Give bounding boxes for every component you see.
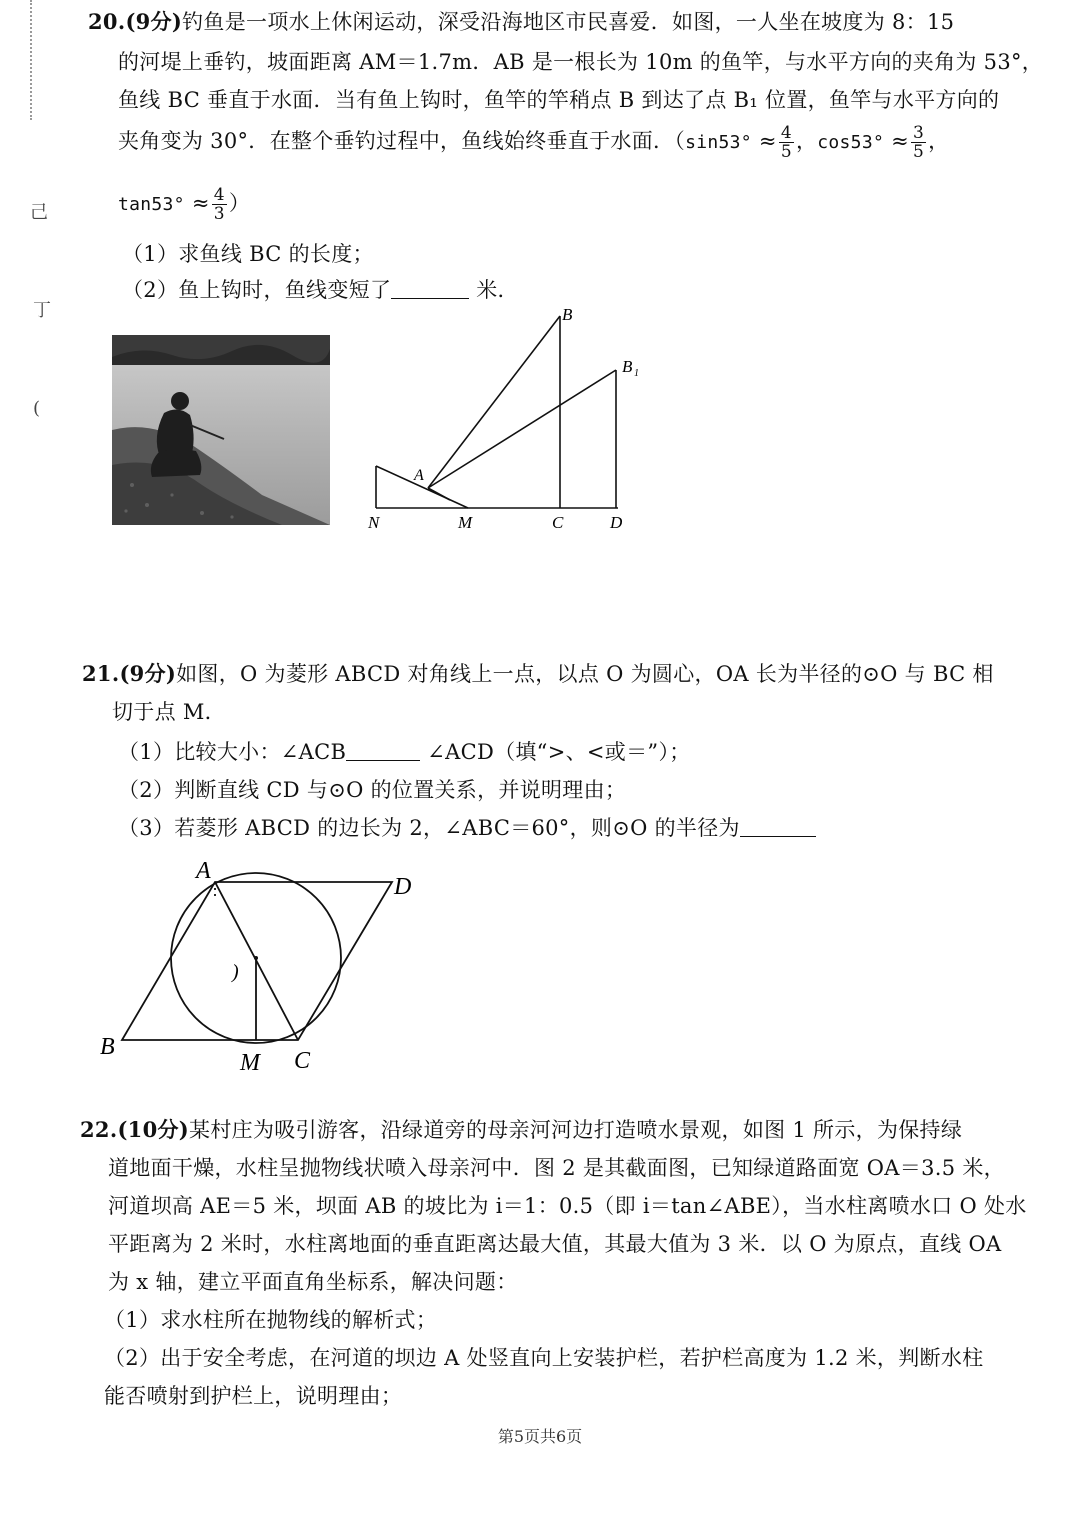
margin-mark: 己 [30,202,48,223]
label-b: B [562,305,573,324]
question-text: 米． [476,278,519,302]
fisherman-photo [112,335,330,525]
q22-line-3: 河道坝高 AE＝5 米，坝面 AB 的坡比为 i＝1：0.5（即 i＝tan∠ABE），当水柱离喷水口 O 处水 [108,1194,1027,1218]
separator: ， [795,129,818,153]
label-b1: B [622,357,633,376]
fraction-denominator: 5 [912,142,925,162]
sin-fraction [779,124,794,161]
q22-sub-2-line-2: 能否喷射到护栏上，说明理由； [104,1384,403,1408]
q21-sub-2: （2）判断直线 CD 与⊙O 的位置关系，并说明理由； [118,778,627,802]
close-paren: ） [228,191,251,215]
margin-mark: ( [33,398,41,419]
q22-line-4: 平距离为 2 米时，水柱离地面的垂直距离达最大值，其最大值为 3 米．以 O 为原点，直线 OA [108,1232,1002,1256]
q22-line-1 [80,1116,962,1144]
answer-blank[interactable] [391,278,469,299]
label-a: A [414,467,424,484]
q22-sub-2-line-1: （2）出于安全考虑，在河道的坝边 A 处竖直向上安装护栏，若护栏高度为 1.2 米，判断水柱 [104,1346,984,1370]
approx-sign: ≈ [891,129,909,153]
label-d: D [394,874,412,900]
label-c: C [294,1048,311,1074]
question-text: （3）若菱形 ABCD 的边长为 2，∠ABC＝60°，则⊙O 的半径为 [118,816,740,840]
question-text: 某村庄为吸引游客，沿绿道旁的母亲河河边打造喷水景观，如图 1 所示，为保持绿 [189,1118,963,1142]
sin-label: sin53° [685,132,752,153]
fraction-denominator: 5 [780,142,792,162]
rod-ab [428,316,560,488]
label-d: D [610,513,623,532]
question-text: 夹角变为 30°．在整个垂钓过程中，鱼线始终垂直于水面．（ [118,129,686,153]
question-text: 如图，O 为菱形 ABCD 对角线上一点，以点 O 为圆心，OA 长为半径的⊙O 与 BC 相 [176,662,994,686]
q20-line-1 [88,8,954,36]
q20-line-3: 鱼线 BC 垂直于水面．当有鱼上钩时，鱼竿的竿稍点 B 到达了点 B₁ 位置，鱼竿与水平方向的 [118,88,1000,112]
label-m: M [458,513,473,532]
tan-fraction [212,186,227,223]
label-b1-subscript: 1 [634,368,639,379]
q21-line-2: 切于点 M． [112,700,226,724]
separator: ， [928,129,950,153]
label-n: N [368,513,380,532]
question-score: (9分) [119,661,177,686]
q20-line-4 [118,124,949,161]
fraction-denominator: 3 [213,204,225,224]
question-text: （2）鱼上钩时，鱼线变短了 [122,278,392,302]
question-score: (9分) [125,9,183,34]
q22-line-2: 道地面干燥，水柱呈抛物线状喷入母亲河中．图 2 是其截面图，已知绿道路面宽 OA＝3.5 米， [108,1156,1005,1180]
question-number: 22. [80,1117,118,1142]
q21-line-1 [82,660,994,688]
label-o: ) [232,961,239,983]
answer-blank[interactable] [740,816,816,837]
label-a: A [196,858,211,884]
question-number: 20. [88,9,126,34]
q21-sub-3 [118,814,816,842]
q22-sub-1: （1）求水柱所在抛物线的解析式； [104,1308,438,1332]
question-text: （1）比较大小：∠ACB [118,740,347,764]
question-text: ∠ACD（填“>、<或＝”）； [427,740,691,764]
fraction-numerator: 4 [780,123,792,143]
center-o-dot [254,956,258,960]
tan-label: tan53° [118,194,185,215]
q20-diagram [360,300,660,540]
q20-line-5 [118,186,250,223]
binding-dotted-line [30,0,32,120]
question-score: (10分) [117,1117,190,1142]
margin-mark: 丁 [33,300,51,321]
q22-line-5: 为 x 轴，建立平面直角坐标系，解决问题： [108,1270,518,1294]
rod-ab1 [428,370,616,488]
q21-sub-1 [118,738,691,766]
page-footer: 第5页共6页 [497,1427,583,1446]
label-c: C [552,513,564,532]
fraction-numerator: 3 [912,123,925,143]
approx-sign: ≈ [191,191,210,215]
label-m: M [240,1050,260,1076]
rod-extension [428,488,450,500]
q20-sub-1: （1）求鱼线 BC 的长度； [122,242,374,266]
question-number: 21. [82,661,120,686]
question-text: 钓鱼是一项水上休闲运动，深受沿海地区市民喜爱．如图，一人坐在坡度为 8：15 [182,10,955,34]
cos-fraction [911,124,926,161]
label-b: B [100,1034,115,1060]
q21-diagram [90,850,430,1080]
answer-blank[interactable] [346,740,420,761]
cos-label: cos53° [817,132,885,153]
fraction-numerator: 4 [213,185,225,205]
q20-line-2: 的河堤上垂钓，坡面距离 AM＝1.7m．AB 是一根长为 10m 的鱼竿，与水平方向的夹角为 53°， [118,50,1044,74]
approx-sign: ≈ [758,129,777,153]
